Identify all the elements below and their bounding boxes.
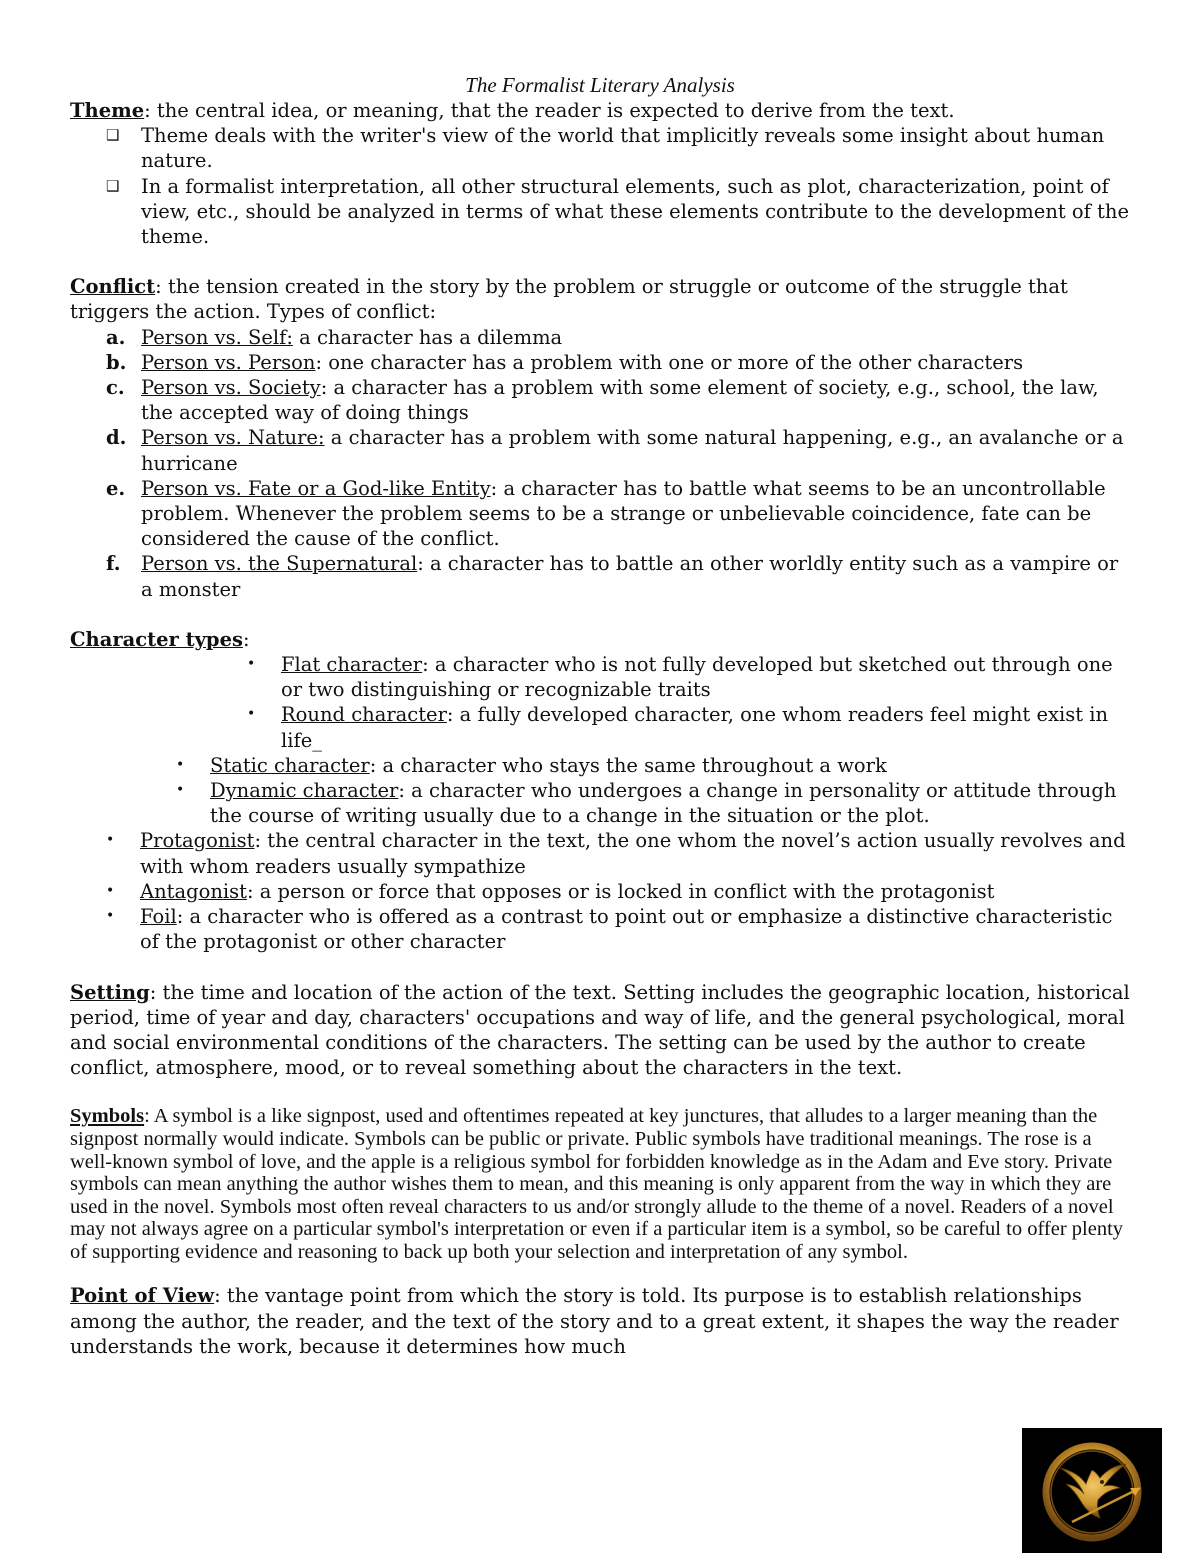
conflict-type — [70, 551, 1130, 601]
character-type-name: Static character — [210, 753, 370, 777]
setting-definition: : the time and location of the action of the text. Setting includes the geographic location, historical period, time of year and day, characters' occupations and way of life, and the general psychological, moral and social environmental conditions of the characters. The setting can be used by the author to create conflict, atmosphere, mood, or to reveal something about the characters in the text. — [70, 980, 1130, 1080]
conflict-type-desc: : one character has a problem with one or more of the other characters — [315, 350, 1024, 374]
setting-paragraph — [70, 980, 1130, 1081]
bullet-dot-icon: • — [106, 908, 115, 925]
conflict-type — [70, 325, 1130, 350]
theme-term: Theme — [70, 99, 145, 122]
document-page — [70, 72, 1130, 1359]
setting-section — [70, 980, 1130, 1081]
mockingjay-pin-icon — [1022, 1428, 1162, 1553]
character-type-desc: : a character who is offered as a contrast to point out or emphasize a distinctive characteristic of the protagonist or other character — [140, 905, 1113, 954]
character-type-item — [70, 778, 1130, 828]
conflict-definition: : the tension created in the story by the problem or struggle or outcome of the struggle that triggers the action. Types of conflict: — [70, 275, 1068, 324]
point-of-view-definition: : the vantage point from which the story is told. Its purpose is to establish relationships among the author, the reader, and the text of the story and to a great extent, it shapes the way the reader understands the work, because it determines how much — [70, 1284, 1119, 1358]
character-type-item — [70, 879, 1130, 904]
setting-term: Setting — [70, 980, 150, 1004]
theme-section — [70, 98, 1130, 249]
list-letter: b. — [106, 350, 127, 374]
character-types-heading — [70, 627, 1130, 652]
character-type-desc: : a character who stays the same throughout a work — [369, 753, 887, 777]
character-type-name: Dynamic character — [210, 779, 399, 803]
theme-bullet — [70, 174, 1130, 250]
checkbox-square-icon: ❑ — [106, 176, 120, 195]
character-type-item — [70, 828, 1130, 878]
theme-paragraph — [70, 98, 1130, 123]
conflict-type-name: Person vs. the Supernatural — [141, 552, 418, 576]
conflict-type-desc: : a character has to battle an other worldly entity such as a vampire or a monster — [141, 552, 1119, 601]
symbols-term: Symbols — [70, 1105, 145, 1128]
list-letter: c. — [106, 376, 125, 400]
character-type-name: Antagonist — [140, 879, 247, 903]
conflict-type-desc: : a character has a problem with some element of society, e.g., school, the law, the accepted way of doing things — [141, 376, 1099, 425]
character-type-item — [70, 702, 1130, 752]
conflict-section — [70, 274, 1130, 602]
conflict-type-desc: : a character has to battle what seems to be an uncontrollable problem. Whenever the problem seems to be a strange or unbelievable coincidence, fate can be considered the cause of the conflict. — [141, 476, 1106, 551]
conflict-type-name: Person vs. Society — [141, 376, 321, 400]
conflict-type-name: Person vs. Self: — [141, 325, 293, 349]
conflict-paragraph — [70, 274, 1130, 324]
list-letter: a. — [106, 325, 126, 349]
conflict-type-name: Person vs. Fate or a God-like Entity — [141, 476, 491, 500]
bullet-dot-icon: • — [106, 882, 115, 899]
character-types-term: Character types — [70, 627, 243, 651]
document-title: The Formalist Literary Analysis — [465, 73, 735, 97]
character-type-desc: : a fully developed character, one whom readers feel might exist in life_ — [281, 703, 1109, 752]
list-letter: d. — [106, 426, 127, 450]
conflict-type — [70, 350, 1130, 375]
conflict-type-desc: a character has a dilemma — [292, 325, 563, 349]
point-of-view-term: Point of View — [70, 1284, 215, 1308]
point-of-view-paragraph — [70, 1283, 1130, 1359]
symbols-definition: : A symbol is a like signpost, used and oftentimes repeated at key junctures, that alludes to a larger meaning than the signpost normally would indicate. Symbols can be public or private. Public symbols have traditional meanings. The rose is a well-known symbol of love, and the apple is a religious symbol for forbidden knowledge as in the Adam and Eve story. Private symbols can mean anything the author wishes them to mean, and this meaning is only apparent from the way in which they are used in the novel. Symbols most often reveal characters to us and/or strongly allude to the theme of a novel. Readers of a novel may not always agree on a particular symbol's interpretation or even if a particular item is a symbol, so be careful to offer plenty of supporting evidence and reasoning to back up both your selection and interpretation of any symbol. — [70, 1105, 1124, 1263]
character-type-item — [70, 753, 1130, 778]
conflict-type-name: Person vs. Person — [141, 350, 316, 374]
point-of-view-section — [70, 1283, 1130, 1359]
list-letter: f. — [106, 552, 121, 576]
checkbox-square-icon: ❑ — [106, 126, 120, 145]
bullet-dot-icon: • — [247, 706, 256, 723]
theme-bullet-text: Theme deals with the writer's view of the world that implicitly reveals some insight about human nature. — [141, 124, 1105, 173]
bullet-dot-icon: • — [106, 832, 115, 849]
symbols-section — [70, 1105, 1130, 1263]
character-type-item — [70, 652, 1130, 702]
theme-definition: : the central idea, or meaning, that the reader is expected to derive from the text. — [144, 99, 955, 122]
conflict-type — [70, 476, 1130, 552]
conflict-type — [70, 375, 1130, 425]
conflict-type-desc: a character has a problem with some natural happening, e.g., an avalanche or a hurricane — [141, 426, 1124, 475]
bullet-dot-icon: • — [176, 756, 185, 773]
conflict-type-name: Person vs. Nature: — [141, 426, 325, 450]
character-type-name: Protagonist — [140, 829, 255, 853]
list-letter: e. — [106, 476, 126, 500]
theme-bullet — [70, 123, 1130, 173]
bullet-dot-icon: • — [176, 782, 185, 799]
character-type-name: Flat character — [281, 653, 423, 677]
conflict-term: Conflict — [70, 275, 156, 299]
character-type-item — [70, 904, 1130, 954]
character-type-desc: : a person or force that opposes or is locked in conflict with the protagonist — [246, 879, 995, 903]
bullet-dot-icon: • — [247, 656, 256, 673]
character-types-colon: : — [242, 627, 250, 651]
character-type-desc: : a character who is not fully developed but sketched out through one or two distinguishing or recognizable traits — [281, 653, 1113, 702]
character-type-desc: : the central character in the text, the one whom the novel’s action usually revolves and with whom readers usually sympathize — [140, 829, 1126, 878]
character-types-section — [70, 627, 1130, 955]
theme-bullet-text: In a formalist interpretation, all other structural elements, such as plot, characterization, point of view, etc., should be analyzed in terms of what these elements contribute to the development of the theme. — [141, 174, 1129, 249]
symbols-paragraph — [70, 1105, 1130, 1263]
conflict-type — [70, 425, 1130, 475]
character-type-desc: : a character who undergoes a change in personality or attitude through the course of writing usually due to a change in the situation or the plot. — [210, 779, 1117, 828]
character-type-name: Round character — [281, 703, 447, 727]
character-type-name: Foil — [140, 905, 177, 929]
